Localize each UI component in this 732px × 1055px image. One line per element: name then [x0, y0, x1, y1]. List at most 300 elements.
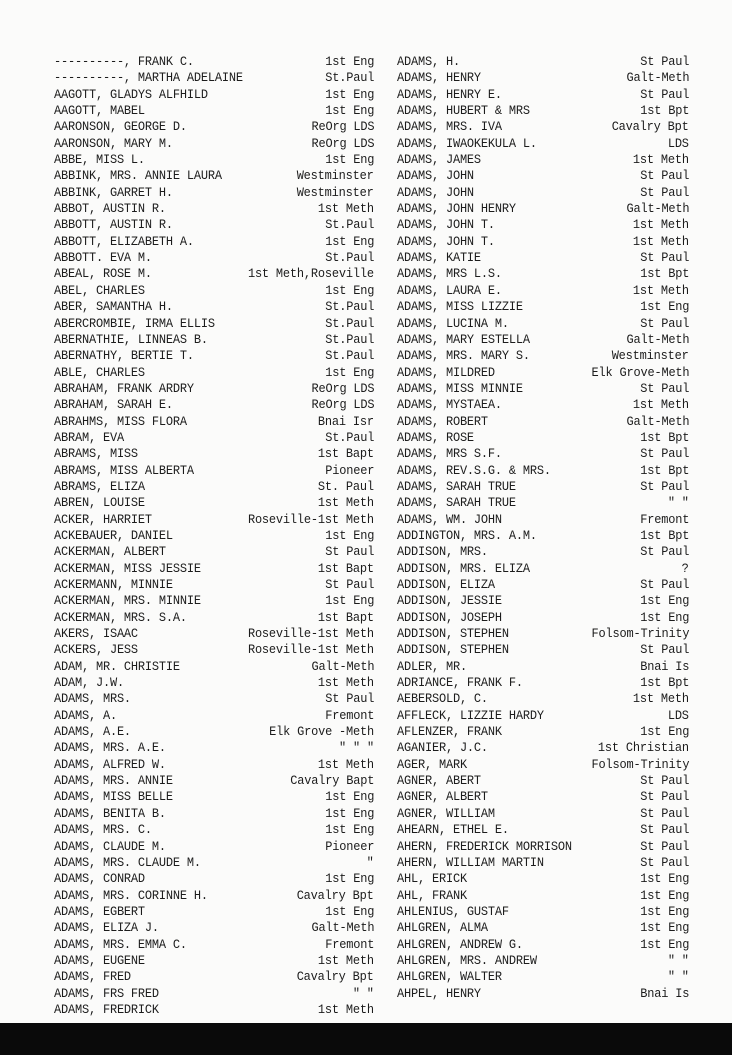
entry-name: AHEARN, ETHEL E. — [397, 822, 509, 838]
entry-name: AGER, MARK — [397, 756, 467, 772]
entry-church: St.Paul — [325, 348, 374, 364]
entry-church: St Paul — [640, 577, 689, 592]
entry-church: 1st Eng — [640, 887, 689, 903]
entry-church: St Paul — [640, 773, 689, 789]
entry-name: ADAMS, HUBERT & MRS — [397, 103, 530, 119]
entry-church: St Paul — [640, 854, 689, 870]
entry-church: 1st Meth — [633, 691, 689, 707]
entry-name: AHLGREN, MRS. ANDREW — [397, 952, 537, 968]
entry-name: ADAMS, MILDRED — [397, 364, 495, 380]
entry-church: 1st Meth — [318, 675, 374, 691]
entry-name: ADAMS, JOHN — [397, 184, 474, 200]
directory-entry — [397, 871, 689, 887]
entry-church: 1st Eng — [325, 152, 374, 168]
entry-name: AARONSON, MARY M. — [54, 135, 173, 151]
entry-name: ADDISON, JESSIE — [397, 593, 502, 609]
entry-church: Galt-Meth — [626, 413, 689, 429]
entry-name: ADAMS, ROSE — [397, 429, 474, 445]
entry-name: AAGOTT, MABEL — [54, 103, 145, 119]
entry-church: St Paul — [640, 54, 689, 69]
directory-entry — [54, 397, 374, 413]
directory-entry — [397, 577, 689, 593]
directory-entry — [54, 757, 374, 773]
entry-name: ABLE, CHARLES — [54, 364, 145, 380]
directory-entry — [54, 675, 374, 691]
directory-entry — [397, 610, 689, 626]
entry-church: 1st Eng — [325, 282, 374, 298]
entry-name: ADAMS, MARY ESTELLA — [397, 331, 530, 347]
entry-church: 1st Eng — [325, 86, 374, 102]
entry-name: ADAMS, WM. JOHN — [397, 511, 502, 527]
entry-name: ACKERMAN, ALBERT — [54, 544, 166, 560]
entry-name: ADAMS, A.E. — [54, 724, 131, 740]
entry-name: AFFLECK, LIZZIE HARDY — [397, 707, 544, 723]
directory-entry — [54, 201, 374, 217]
entry-name: ABERNATHY, BERTIE T. — [54, 348, 194, 364]
entry-name: ACKERS, JESS — [54, 642, 138, 658]
directory-entry — [54, 953, 374, 969]
entry-name: ADAMS, KATIE — [397, 250, 481, 266]
entry-church: Galt-Meth — [311, 920, 374, 936]
directory-entry — [397, 675, 689, 691]
entry-name: ADAMS, BENITA B. — [54, 805, 166, 821]
entry-church: 1st Bapt — [318, 446, 374, 462]
entry-name: ACKERMAN, MISS JESSIE — [54, 560, 201, 576]
entry-name: ADDINGTON, MRS. A.M. — [397, 527, 537, 543]
directory-entry — [397, 168, 689, 184]
directory-entry — [397, 316, 689, 332]
entry-name: AGNER, WILLIAM — [397, 805, 495, 821]
entry-church: 1st Eng — [640, 609, 689, 625]
entry-name: ADAMS, MRS. CLAUDE M. — [54, 854, 201, 870]
entry-church: 1st Eng — [640, 903, 689, 919]
directory-entry — [397, 773, 689, 789]
entry-name: ADLER, MR. — [397, 658, 467, 674]
entry-name: AAGOTT, GLADYS ALFHILD — [54, 86, 208, 102]
directory-entry — [54, 103, 374, 119]
entry-church: ? — [681, 560, 689, 576]
directory-entry — [54, 561, 374, 577]
entry-church: " — [366, 854, 374, 870]
directory-entry — [54, 904, 374, 920]
entry-name: AHLENIUS, GUSTAF — [397, 903, 509, 919]
entry-name: ADAMS, ELIZA J. — [54, 920, 159, 936]
entry-church: 1st Eng — [640, 936, 689, 952]
directory-entry — [397, 969, 689, 985]
entry-church: 1st Eng — [325, 593, 374, 609]
entry-name: ADAMS, LUCINA M. — [397, 315, 509, 331]
directory-entry — [54, 381, 374, 397]
entry-name: ADAMS, HENRY — [397, 70, 481, 86]
entry-church: 1st Bpt — [640, 266, 689, 282]
directory-entry — [54, 316, 374, 332]
directory-entry — [54, 1002, 374, 1018]
directory-entry — [397, 70, 689, 86]
entry-church: 1st Meth — [318, 1001, 374, 1017]
entry-church: 1st Meth — [633, 282, 689, 298]
directory-entry — [397, 920, 689, 936]
entry-church: St Paul — [640, 250, 689, 266]
entry-church: 1st Eng — [325, 103, 374, 119]
directory-entry — [54, 136, 374, 152]
directory-entry — [397, 332, 689, 348]
entry-name: ADAMS, ALFRED W. — [54, 756, 166, 772]
entry-church: St Paul — [325, 577, 374, 592]
directory-entry — [54, 168, 374, 184]
entry-name: ADAMS, MRS S.F. — [397, 446, 502, 462]
directory-entry — [397, 463, 689, 479]
directory-entry — [54, 87, 374, 103]
entry-church: 1st Bpt — [640, 462, 689, 478]
entry-name: AEBERSOLD, C. — [397, 691, 488, 707]
entry-name: ABRAMS, MISS — [54, 446, 138, 462]
entry-church: Westminster — [612, 348, 689, 364]
directory-entry — [54, 70, 374, 86]
entry-church: St Paul — [640, 642, 689, 658]
entry-church: St Paul — [640, 446, 689, 462]
entry-name: ABER, SAMANTHA H. — [54, 299, 173, 315]
entry-church: Cavalry Bpt — [297, 887, 374, 903]
entry-church: 1st Bpt — [640, 527, 689, 543]
entry-church: 1st Bpt — [640, 103, 689, 119]
directory-entry — [397, 430, 689, 446]
entry-name: ACKERMANN, MINNIE — [54, 577, 173, 592]
directory-entry — [54, 495, 374, 511]
directory-entry — [54, 789, 374, 805]
entry-name: ADAMS, JOHN — [397, 168, 474, 184]
entry-name: AARONSON, GEORGE D. — [54, 119, 187, 135]
entry-church: 1st Meth — [633, 217, 689, 233]
directory-entry — [397, 659, 689, 675]
directory-entry — [54, 348, 374, 364]
directory-entry — [397, 626, 689, 642]
directory-entry — [54, 299, 374, 315]
entry-church: Fremont — [640, 511, 689, 527]
directory-entry — [54, 463, 374, 479]
entry-name: ABRAMS, MISS ALBERTA — [54, 462, 194, 478]
entry-name: ----------, FRANK C. — [54, 54, 194, 69]
entry-name: ADAMS, JAMES — [397, 152, 481, 168]
entry-name: AHPEL, HENRY — [397, 985, 481, 1001]
entry-name: ABRAM, EVA — [54, 429, 124, 445]
entry-church: Cavalry Bpt — [297, 969, 374, 985]
entry-church: Folsom-Trinity — [591, 756, 689, 772]
directory-entry — [54, 642, 374, 658]
entry-name: ADDISON, MRS. — [397, 544, 488, 560]
entry-name: ABBOT, AUSTIN R. — [54, 201, 166, 217]
entry-name: ADDISON, ELIZA — [397, 577, 495, 592]
entry-name: ADAMS, EUGENE — [54, 952, 145, 968]
entry-church: 1st Eng — [325, 789, 374, 805]
directory-entry — [54, 871, 374, 887]
entry-church: LDS — [668, 135, 689, 151]
directory-entry — [397, 217, 689, 233]
entry-name: ABBOTT, AUSTIN R. — [54, 217, 173, 233]
entry-church: 1st Eng — [325, 233, 374, 249]
entry-name: ADAMS, MRS. MARY S. — [397, 348, 530, 364]
directory-entry — [54, 839, 374, 855]
entry-name: ADAMS, MISS LIZZIE — [397, 299, 523, 315]
entry-name: ABERCROMBIE, IRMA ELLIS — [54, 315, 215, 331]
entry-name: ADAMS, JOHN T. — [397, 217, 495, 233]
entry-church: 1st Meth — [318, 756, 374, 772]
entry-church: St Paul — [640, 86, 689, 102]
directory-entry — [397, 365, 689, 381]
entry-church: Bnai Isr — [318, 413, 374, 429]
directory-entry — [397, 544, 689, 560]
entry-name: AHLGREN, ALMA — [397, 920, 488, 936]
directory-entry — [397, 757, 689, 773]
directory-entry — [54, 544, 374, 560]
directory-entry — [54, 283, 374, 299]
entry-church: St.Paul — [325, 70, 374, 86]
directory-entry — [397, 593, 689, 609]
directory-entry — [54, 659, 374, 675]
entry-name: AGANIER, J.C. — [397, 740, 488, 756]
entry-name: ADAMS, REV.S.G. & MRS. — [397, 462, 551, 478]
directory-entry — [397, 201, 689, 217]
directory-entry — [54, 152, 374, 168]
directory-entry — [397, 708, 689, 724]
entry-name: ADAMS, MRS. — [54, 691, 131, 707]
entry-name: ADAMS, JOHN T. — [397, 233, 495, 249]
entry-church: St Paul — [640, 822, 689, 838]
entry-name: ADAMS, MRS. C. — [54, 822, 152, 838]
directory-entry — [397, 414, 689, 430]
entry-name: ABRAHAM, SARAH E. — [54, 397, 173, 413]
entry-name: ABREN, LOUISE — [54, 495, 145, 511]
entry-church: St.Paul — [325, 429, 374, 445]
entry-name: ADDISON, MRS. ELIZA — [397, 560, 530, 576]
entry-name: ADDISON, STEPHEN — [397, 642, 509, 658]
entry-name: ADAMS, MRS. ANNIE — [54, 773, 173, 789]
entry-church: St Paul — [640, 544, 689, 560]
entry-name: ADRIANCE, FRANK F. — [397, 675, 523, 691]
entry-name: ADAMS, EGBERT — [54, 903, 145, 919]
entry-name: ACKER, HARRIET — [54, 511, 152, 527]
entry-name: ADDISON, JOSEPH — [397, 609, 502, 625]
directory-entry — [54, 528, 374, 544]
entry-name: AHL, ERICK — [397, 871, 467, 887]
entry-name: ADAMS, MRS L.S. — [397, 266, 502, 282]
directory-entry — [54, 740, 374, 756]
entry-church: Galt-Meth — [626, 70, 689, 86]
directory-entry — [397, 397, 689, 413]
entry-church: Elk Grove-Meth — [591, 364, 689, 380]
directory-entry — [54, 332, 374, 348]
entry-name: ADAMS, SARAH TRUE — [397, 478, 516, 494]
entry-church: " " — [353, 985, 374, 1001]
entry-church: 1st Christian — [598, 740, 689, 756]
directory-entry — [397, 806, 689, 822]
entry-name: ABBOTT. EVA M. — [54, 250, 152, 266]
entry-name: ADAMS, FREDRICK — [54, 1001, 159, 1017]
entry-name: AFLENZER, FRANK — [397, 724, 502, 740]
entry-name: AHLGREN, ANDREW G. — [397, 936, 523, 952]
directory-entry — [54, 414, 374, 430]
entry-church: Fremont — [325, 707, 374, 723]
entry-name: ADAMS, MRS. A.E. — [54, 740, 166, 756]
entry-church: 1st Meth — [633, 397, 689, 413]
entry-name: ACKEBAUER, DANIEL — [54, 527, 173, 543]
directory-entry — [397, 561, 689, 577]
entry-church: St Paul — [640, 315, 689, 331]
directory-entry — [54, 185, 374, 201]
entry-church: St Paul — [640, 168, 689, 184]
entry-church: Galt-Meth — [311, 658, 374, 674]
entry-church: ReOrg LDS — [311, 397, 374, 413]
entry-church: 1st Meth — [318, 201, 374, 217]
entry-church: Pioneer — [325, 838, 374, 854]
entry-name: ADAMS, MRS. EMMA C. — [54, 936, 187, 952]
directory-entry — [54, 512, 374, 528]
entry-church: St Paul — [640, 805, 689, 821]
entry-church: St Paul — [640, 789, 689, 805]
entry-name: ADAMS, H. — [397, 54, 460, 69]
entry-church: 1st Eng — [325, 805, 374, 821]
entry-name: ADAM, MR. CHRISTIE — [54, 658, 180, 674]
entry-name: ABBOTT, ELIZABETH A. — [54, 233, 194, 249]
entry-church: 1st Bapt — [318, 609, 374, 625]
entry-name: ADDISON, STEPHEN — [397, 626, 509, 642]
directory-entry — [397, 103, 689, 119]
entry-church: 1st Meth — [318, 495, 374, 511]
entry-name: ADAMS, FRS FRED — [54, 985, 159, 1001]
directory-entry — [397, 185, 689, 201]
entry-name: ABRAHAM, FRANK ARDRY — [54, 380, 194, 396]
directory-entry — [397, 691, 689, 707]
entry-church: 1st Meth — [633, 233, 689, 249]
entry-church: Westminster — [297, 168, 374, 184]
entry-name: ADAMS, MISS BELLE — [54, 789, 173, 805]
directory-entry — [54, 773, 374, 789]
directory-entry — [397, 512, 689, 528]
entry-church: St.Paul — [325, 217, 374, 233]
directory-entry — [54, 806, 374, 822]
entry-church: St Paul — [640, 380, 689, 396]
directory-entry — [54, 119, 374, 135]
directory-entry — [54, 969, 374, 985]
entry-church: 1st Bapt — [318, 560, 374, 576]
directory-entry — [397, 446, 689, 462]
entry-church: ReOrg LDS — [311, 119, 374, 135]
directory-entry — [397, 937, 689, 953]
directory-entry — [397, 789, 689, 805]
entry-name: ADAMS, MRS. CORINNE H. — [54, 887, 208, 903]
directory-entry — [397, 822, 689, 838]
directory-entry — [54, 610, 374, 626]
directory-entry — [54, 593, 374, 609]
directory-entry — [397, 152, 689, 168]
right-column — [397, 54, 689, 1002]
entry-name: ADAMS, LAURA E. — [397, 282, 502, 298]
directory-entry — [397, 381, 689, 397]
directory-entry — [54, 937, 374, 953]
directory-entry — [397, 54, 689, 70]
directory-entry — [54, 822, 374, 838]
entry-church: Galt-Meth — [626, 331, 689, 347]
directory-entry — [397, 266, 689, 282]
entry-church: " " — [668, 969, 689, 985]
entry-name: ADAMS, SARAH TRUE — [397, 495, 516, 511]
entry-name: ADAMS, MYSTAEA. — [397, 397, 502, 413]
entry-church: Roseville-1st Meth — [248, 511, 374, 527]
entry-name: ABEAL, ROSE M. — [54, 266, 152, 282]
entry-name: AHERN, FREDERICK MORRISON — [397, 838, 572, 854]
entry-name: ADAMS, MRS. IVA — [397, 119, 502, 135]
entry-name: ABBINK, GARRET H. — [54, 184, 173, 200]
entry-church: 1st Meth,Roseville — [248, 266, 374, 282]
directory-entry — [54, 479, 374, 495]
entry-name: ADAMS, JOHN HENRY — [397, 201, 516, 217]
entry-name: ADAMS, A. — [54, 707, 117, 723]
directory-entry — [397, 250, 689, 266]
directory-entry — [397, 528, 689, 544]
entry-name: AHLGREN, WALTER — [397, 969, 502, 985]
entry-church: " " — [668, 952, 689, 968]
entry-church: 1st Meth — [318, 952, 374, 968]
entry-name: ABBINK, MRS. ANNIE LAURA — [54, 168, 222, 184]
directory-entry — [54, 217, 374, 233]
directory-entry — [397, 986, 689, 1002]
directory-entry — [397, 953, 689, 969]
entry-church: St Paul — [640, 838, 689, 854]
directory-entry — [54, 626, 374, 642]
directory-entry — [397, 479, 689, 495]
entry-church: St.Paul — [325, 315, 374, 331]
entry-church: Bnai Is — [640, 658, 689, 674]
entry-church: 1st Eng — [640, 724, 689, 740]
directory-entry — [397, 724, 689, 740]
entry-name: ADAMS, CONRAD — [54, 871, 145, 887]
entry-name: ADAMS, MISS MINNIE — [397, 380, 523, 396]
entry-name: ABEL, CHARLES — [54, 282, 145, 298]
directory-entry — [54, 577, 374, 593]
directory-entry — [397, 234, 689, 250]
entry-church: St Paul — [325, 691, 374, 707]
entry-church: 1st Eng — [325, 871, 374, 887]
entry-church: 1st Eng — [325, 54, 374, 69]
directory-entry — [397, 642, 689, 658]
entry-church: St.Paul — [325, 299, 374, 315]
entry-church: 1st Eng — [325, 364, 374, 380]
entry-church: 1st Eng — [640, 871, 689, 887]
entry-church: St Paul — [325, 544, 374, 560]
entry-name: ADAMS, CLAUDE M. — [54, 838, 166, 854]
directory-entry — [54, 365, 374, 381]
entry-church: 1st Eng — [325, 527, 374, 543]
entry-church: " " " — [339, 740, 374, 756]
entry-church: Pioneer — [325, 462, 374, 478]
entry-church: St.Paul — [325, 331, 374, 347]
entry-church: Elk Grove -Meth — [269, 724, 374, 740]
entry-name: ABERNATHIE, LINNEAS B. — [54, 331, 208, 347]
directory-entry — [397, 839, 689, 855]
entry-church: 1st Eng — [640, 593, 689, 609]
entry-church: 1st Eng — [640, 920, 689, 936]
entry-church: Roseville-1st Meth — [248, 642, 374, 658]
entry-church: Galt-Meth — [626, 201, 689, 217]
directory-entry — [54, 724, 374, 740]
entry-church: Roseville-1st Meth — [248, 626, 374, 642]
entry-church: 1st Meth — [633, 152, 689, 168]
directory-entry — [397, 740, 689, 756]
entry-church: " " — [668, 495, 689, 511]
entry-name: ACKERMAN, MRS. S.A. — [54, 609, 187, 625]
entry-name: ----------, MARTHA ADELAINE — [54, 70, 243, 86]
directory-entry — [397, 136, 689, 152]
entry-name: ACKERMAN, MRS. MINNIE — [54, 593, 201, 609]
